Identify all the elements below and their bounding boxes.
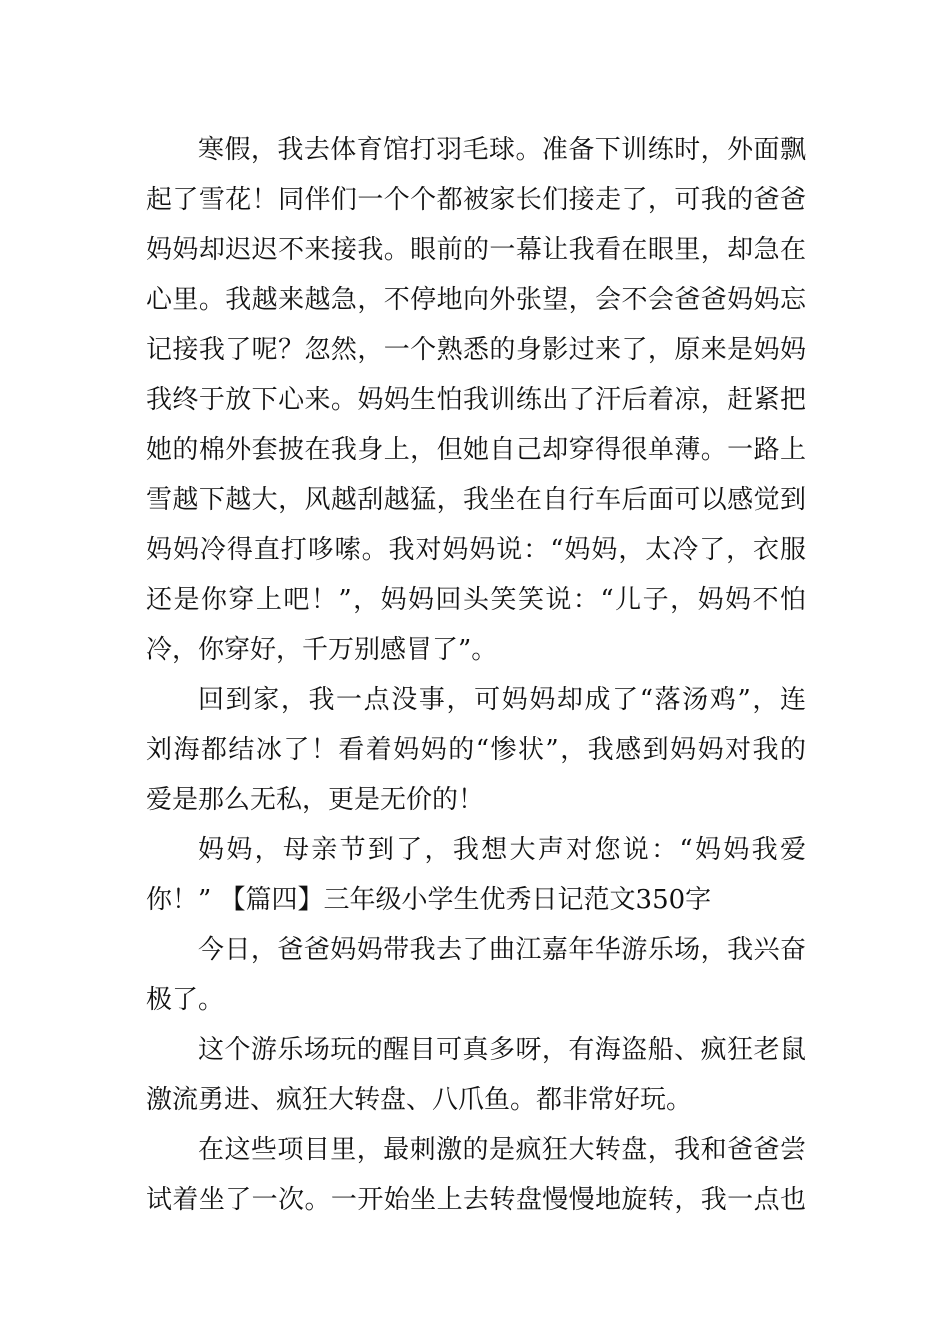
text-line: 记接我了呢？忽然，一个熟悉的身影过来了，原来是妈妈 <box>146 335 806 365</box>
text-line: 极了。 <box>146 985 225 1015</box>
text-line: 她的棉外套披在我身上，但她自己却穿得很单薄。一路上 <box>146 435 806 465</box>
text-line: 回到家，我一点没事，可妈妈却成了“落汤鸡”，连 <box>198 685 806 715</box>
text-line: 妈妈冷得直打哆嗦。我对妈妈说：“妈妈，太冷了，衣服 <box>146 535 806 565</box>
text-line: 还是你穿上吧！”，妈妈回头笑笑说：“儿子，妈妈不怕 <box>146 585 806 615</box>
text-line: 这个游乐场玩的醒目可真多呀，有海盗船、疯狂老鼠 <box>198 1035 806 1065</box>
text-line: 心里。我越来越急，不停地向外张望，会不会爸爸妈妈忘 <box>146 285 806 315</box>
text-line: 妈妈却迟迟不来接我。眼前的一幕让我看在眼里，却急在 <box>146 235 806 265</box>
text-line: 在这些项目里，最刺激的是疯狂大转盘，我和爸爸尝 <box>198 1135 806 1165</box>
text-line: 激流勇进、疯狂大转盘、八爪鱼。都非常好玩。 <box>146 1085 693 1115</box>
text-line: 爱是那么无私，更是无价的！ <box>146 785 485 815</box>
text-line: 今日，爸爸妈妈带我去了曲江嘉年华游乐场，我兴奋 <box>198 935 806 965</box>
text-line: 冷，你穿好，千万别感冒了”。 <box>146 635 498 665</box>
text-line: 雪越下越大，风越刮越猛，我坐在自行车后面可以感觉到 <box>146 485 806 515</box>
text-line: 起了雪花！同伴们一个个都被家长们接走了，可我的爸爸 <box>146 185 806 215</box>
text-line: 寒假，我去体育馆打羽毛球。准备下训练时，外面飘 <box>198 135 806 165</box>
text-line: 妈妈，母亲节到了，我想大声对您说：“妈妈我爱 <box>198 835 806 865</box>
text-line: 刘海都结冰了！看着妈妈的“惨状”，我感到妈妈对我的 <box>146 735 806 765</box>
text-line: 试着坐了一次。一开始坐上去转盘慢慢地旋转，我一点也 <box>146 1185 806 1215</box>
section-heading-line: 你！” 【篇四】三年级小学生优秀日记范文350字 <box>146 885 712 915</box>
text-line: 我终于放下心来。妈妈生怕我训练出了汗后着凉，赶紧把 <box>146 385 806 415</box>
